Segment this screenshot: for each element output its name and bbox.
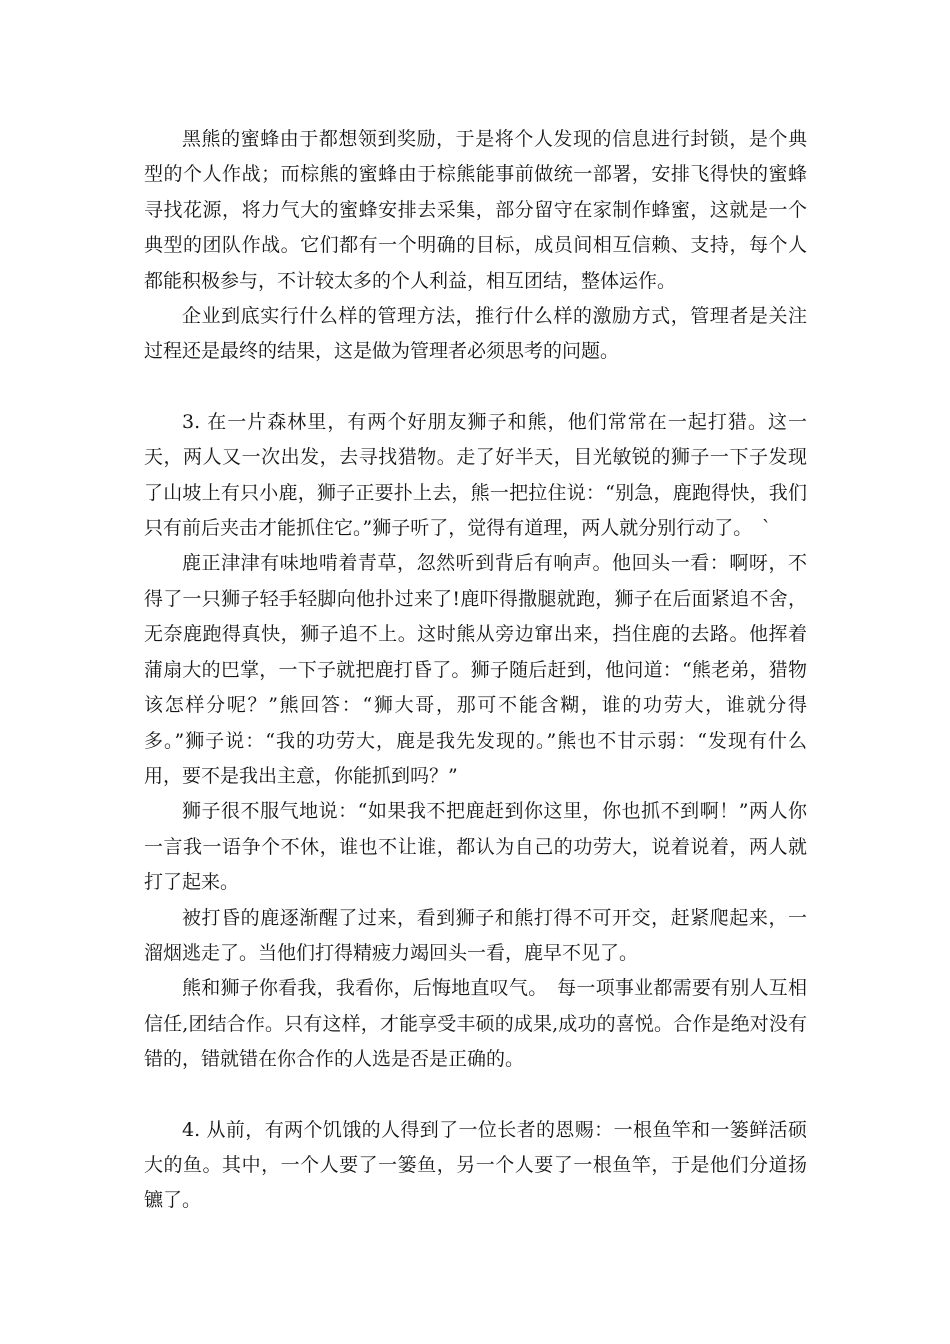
paragraph-management-question: 企业到底实行什么样的管理方法，推行什么样的激励方式，管理者是关注过程还是最终的结果，这是做为管理者必须思考的问题。 bbox=[144, 305, 807, 363]
paragraph-story-3-deer: 鹿正津津有味地啃着青草，忽然听到背后有响声。他回头一看：啊呀，不得了一只狮子轻手轻脚向他扑过来了!鹿吓得撒腿就跑，狮子在后面紧追不舍，无奈鹿跑得真快，狮子追不上。这时熊从旁边窜出来，挡住鹿的去路。他挥着蒲扇大的巴掌，一下子就把鹿打昏了。狮子随后赶到，他问道：“熊老弟，猎物该怎样分呢？”熊回答：“狮大哥，那可不能含糊，谁的功劳大，谁就分得多。”狮子说：“我的功劳大，鹿是我先发现的。”熊也不甘示弱：“发现有什么用，要不是我出主意，你能抓到吗？” bbox=[144, 552, 807, 787]
paragraph-bear-bees: 黑熊的蜜蜂由于都想领到奖励，于是将个人发现的信息进行封锁，是个典型的个人作战；而棕熊的蜜蜂由于棕熊能事前做统一部署，安排飞得快的蜜蜂寻找花源，将力气大的蜜蜂安排去采集，部分留守在家制作蜂蜜，这就是一个典型的团队作战。它们都有一个明确的目标，成员间相互信赖、支持，每个人都能积极参与，不计较太多的个人利益，相互团结，整体运作。 bbox=[144, 128, 807, 292]
paragraph-story-3-moral: 熊和狮子你看我，我看你，后悔地直叹气。 每一项事业都需要有别人互相信任,团结合作。只有这样，才能享受丰硕的成果,成功的喜悦。合作是绝对没有错的，错就错在你合作的人选是否是正确的。 bbox=[144, 977, 807, 1071]
paragraph-story-3-intro: 3. 在一片森林里，有两个好朋友狮子和熊，他们常常在一起打猎。这一天，两人又一次出发，去寻找猎物。走了好半天，目光敏锐的狮子一下子发现了山坡上有只小鹿，狮子正要扑上去，熊一把拉住说：“别急，鹿跑得快，我们只有前后夹击才能抓住它。”狮子听了，觉得有道理，两人就分别行动了。 ` bbox=[144, 410, 807, 540]
paragraph-gap bbox=[144, 370, 807, 405]
document-page bbox=[144, 122, 807, 1219]
paragraph-story-3-argument: 狮子很不服气地说：“如果我不把鹿赶到你这里，你也抓不到啊！”两人你一言我一语争个不休，谁也不让谁，都认为自己的功劳大，说着说着，两人就打了起来。 bbox=[144, 800, 807, 894]
paragraph-gap bbox=[144, 1078, 807, 1113]
paragraph-story-4-intro: 4. 从前，有两个饥饿的人得到了一位长者的恩赐：一根鱼竿和一篓鲜活硕大的鱼。其中，一个人要了一篓鱼，另一个人要了一根鱼竿，于是他们分道扬镳了。 bbox=[144, 1118, 807, 1212]
paragraph-story-3-escape: 被打昏的鹿逐渐醒了过来，看到狮子和熊打得不可开交，赶紧爬起来，一溜烟逃走了。当他们打得精疲力竭回头一看，鹿早不见了。 bbox=[144, 906, 807, 964]
